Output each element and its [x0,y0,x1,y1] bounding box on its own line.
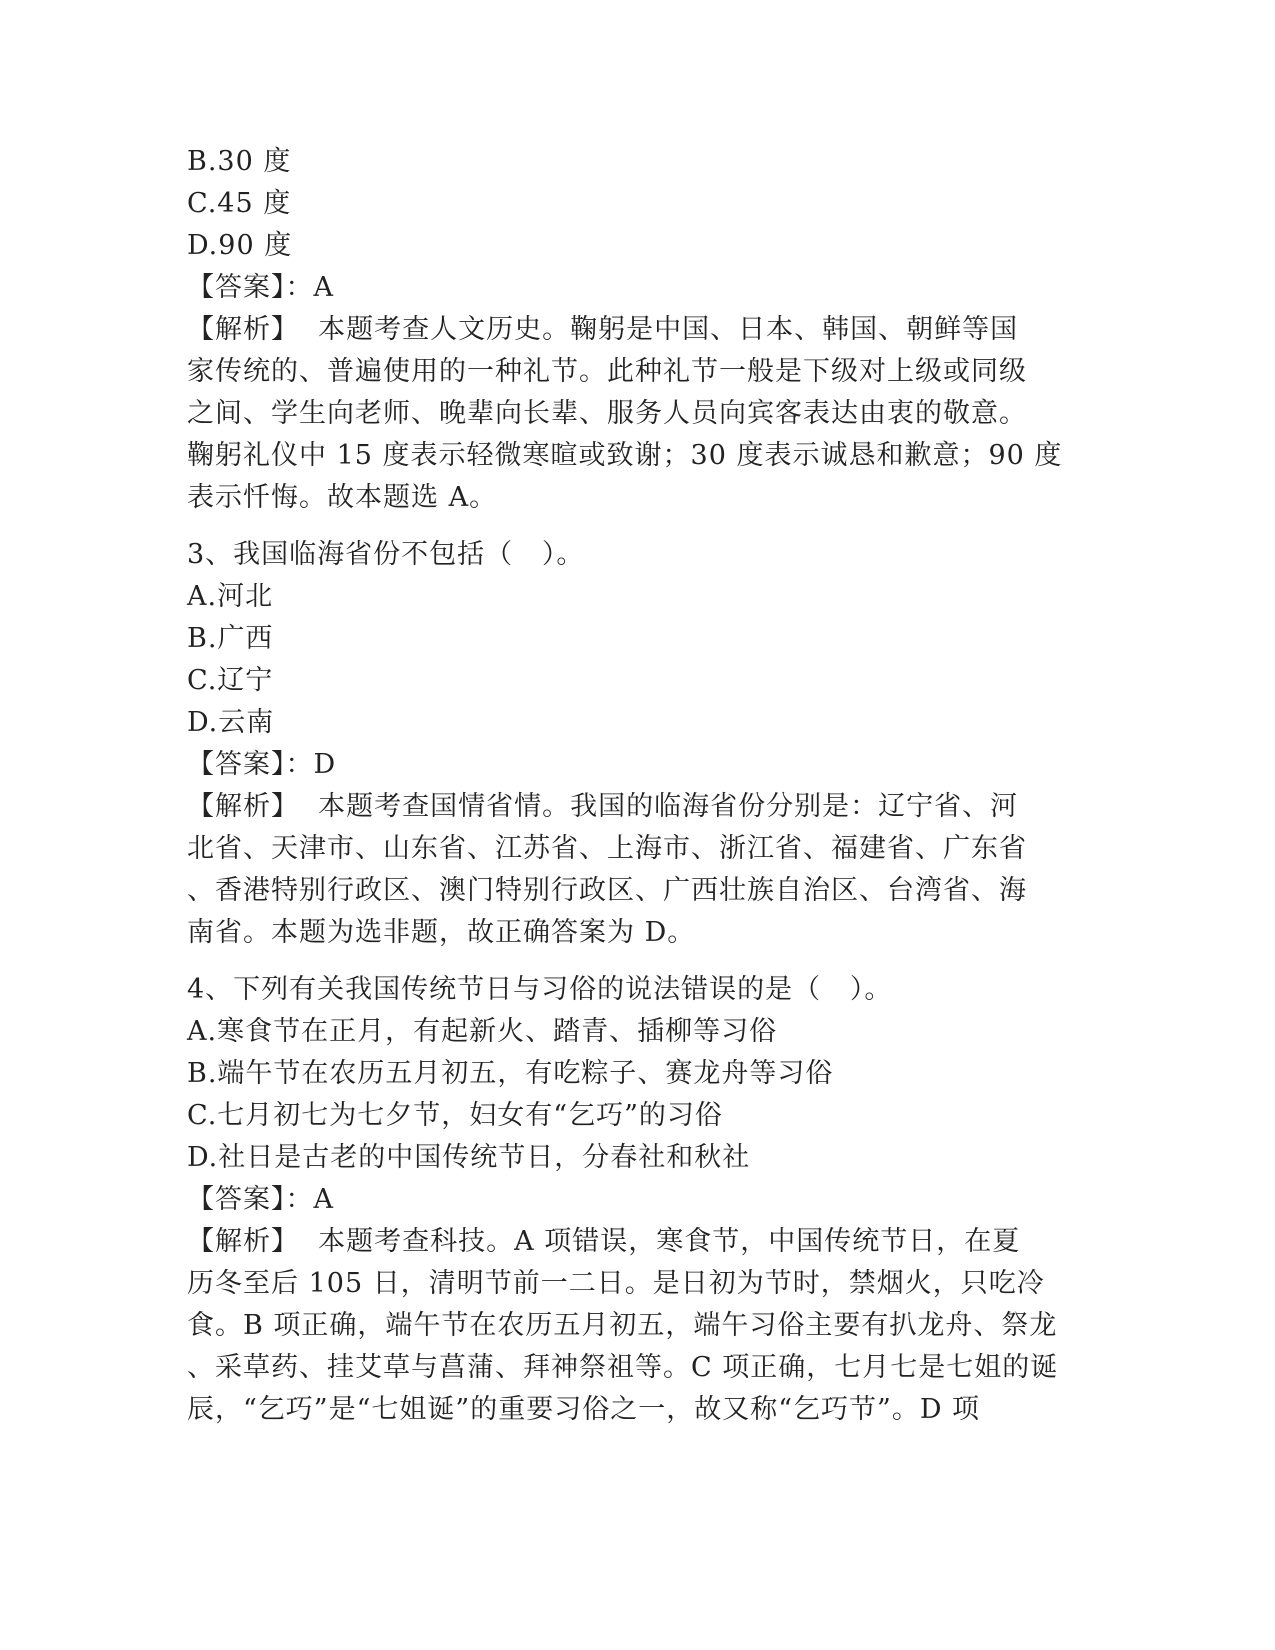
q2-option-d: D.90 度 [187,230,293,261]
q3-option-b: B.广西 [187,623,274,654]
q3-option-a: A.河北 [187,581,274,612]
q4-option-d: D.社日是古老的中国传统节日，分春社和秋社 [187,1142,751,1173]
q3-question: 3、我国临海省份不包括（ ）。 [187,539,585,570]
q4-option-c: C.七月初七为七夕节，妇女有“乞巧”的习俗 [187,1100,723,1131]
q3-analysis-line: 南省。本题为选非题，故正确答案为 D。 [187,917,696,948]
q2-answer: 【答案】：A [187,272,334,303]
q3-analysis-line: 【解析】 本题考查国情省情。我国的临海省份分别是：辽宁省、河 [187,791,1019,822]
q3-analysis-line: 、香港特别行政区、澳门特别行政区、广西壮族自治区、台湾省、海 [187,875,1027,906]
q4-question: 4、下列有关我国传统节日与习俗的说法错误的是（ ）。 [187,974,893,1005]
q2-analysis-line: 家传统的、普遍使用的一种礼节。此种礼节一般是下级对上级或同级 [187,356,1027,387]
q4-analysis-line: 【解析】 本题考查科技。A 项错误，寒食节，中国传统节日，在夏 [187,1226,1021,1257]
q2-option-c: C.45 度 [187,188,292,219]
q4-option-b: B.端午节在农历五月初五，有吃粽子、赛龙舟等习俗 [187,1058,834,1089]
q4-answer: 【答案】：A [187,1184,334,1215]
q4-analysis-line: 食。B 项正确，端午节在农历五月初五，端午习俗主要有扒龙舟、祭龙 [187,1310,1058,1341]
q3-answer: 【答案】：D [187,749,337,780]
q4-analysis-line: 历冬至后 105 日，清明节前一二日。是日初为节时，禁烟火，只吃冷 [187,1268,1045,1299]
q4-analysis-line: 、采草药、挂艾草与菖蒲、拜神祭祖等。C 项正确，七月七是七姐的诞 [187,1352,1059,1383]
q2-analysis-line: 鞠躬礼仪中 15 度表示轻微寒暄或致谢；30 度表示诚恳和歉意；90 度 [187,440,1063,471]
q3-option-d: D.云南 [187,707,275,738]
q2-analysis-line: 表示忏悔。故本题选 A。 [187,482,498,513]
q2-option-b: B.30 度 [187,146,292,177]
q4-option-a: A.寒食节在正月，有起新火、踏青、插柳等习俗 [187,1016,778,1047]
q2-analysis-line: 【解析】 本题考查人文历史。鞠躬是中国、日本、韩国、朝鲜等国 [187,314,1019,345]
q4-analysis-line: 辰，“乞巧”是“七姐诞”的重要习俗之一，故又称“乞巧节”。D 项 [187,1394,981,1425]
q3-analysis-line: 北省、天津市、山东省、江苏省、上海市、浙江省、福建省、广东省 [187,833,1027,864]
q2-analysis-line: 之间、学生向老师、晚辈向长辈、服务人员向宾客表达由衷的敬意。 [187,398,1027,429]
q3-option-c: C.辽宁 [187,665,274,696]
